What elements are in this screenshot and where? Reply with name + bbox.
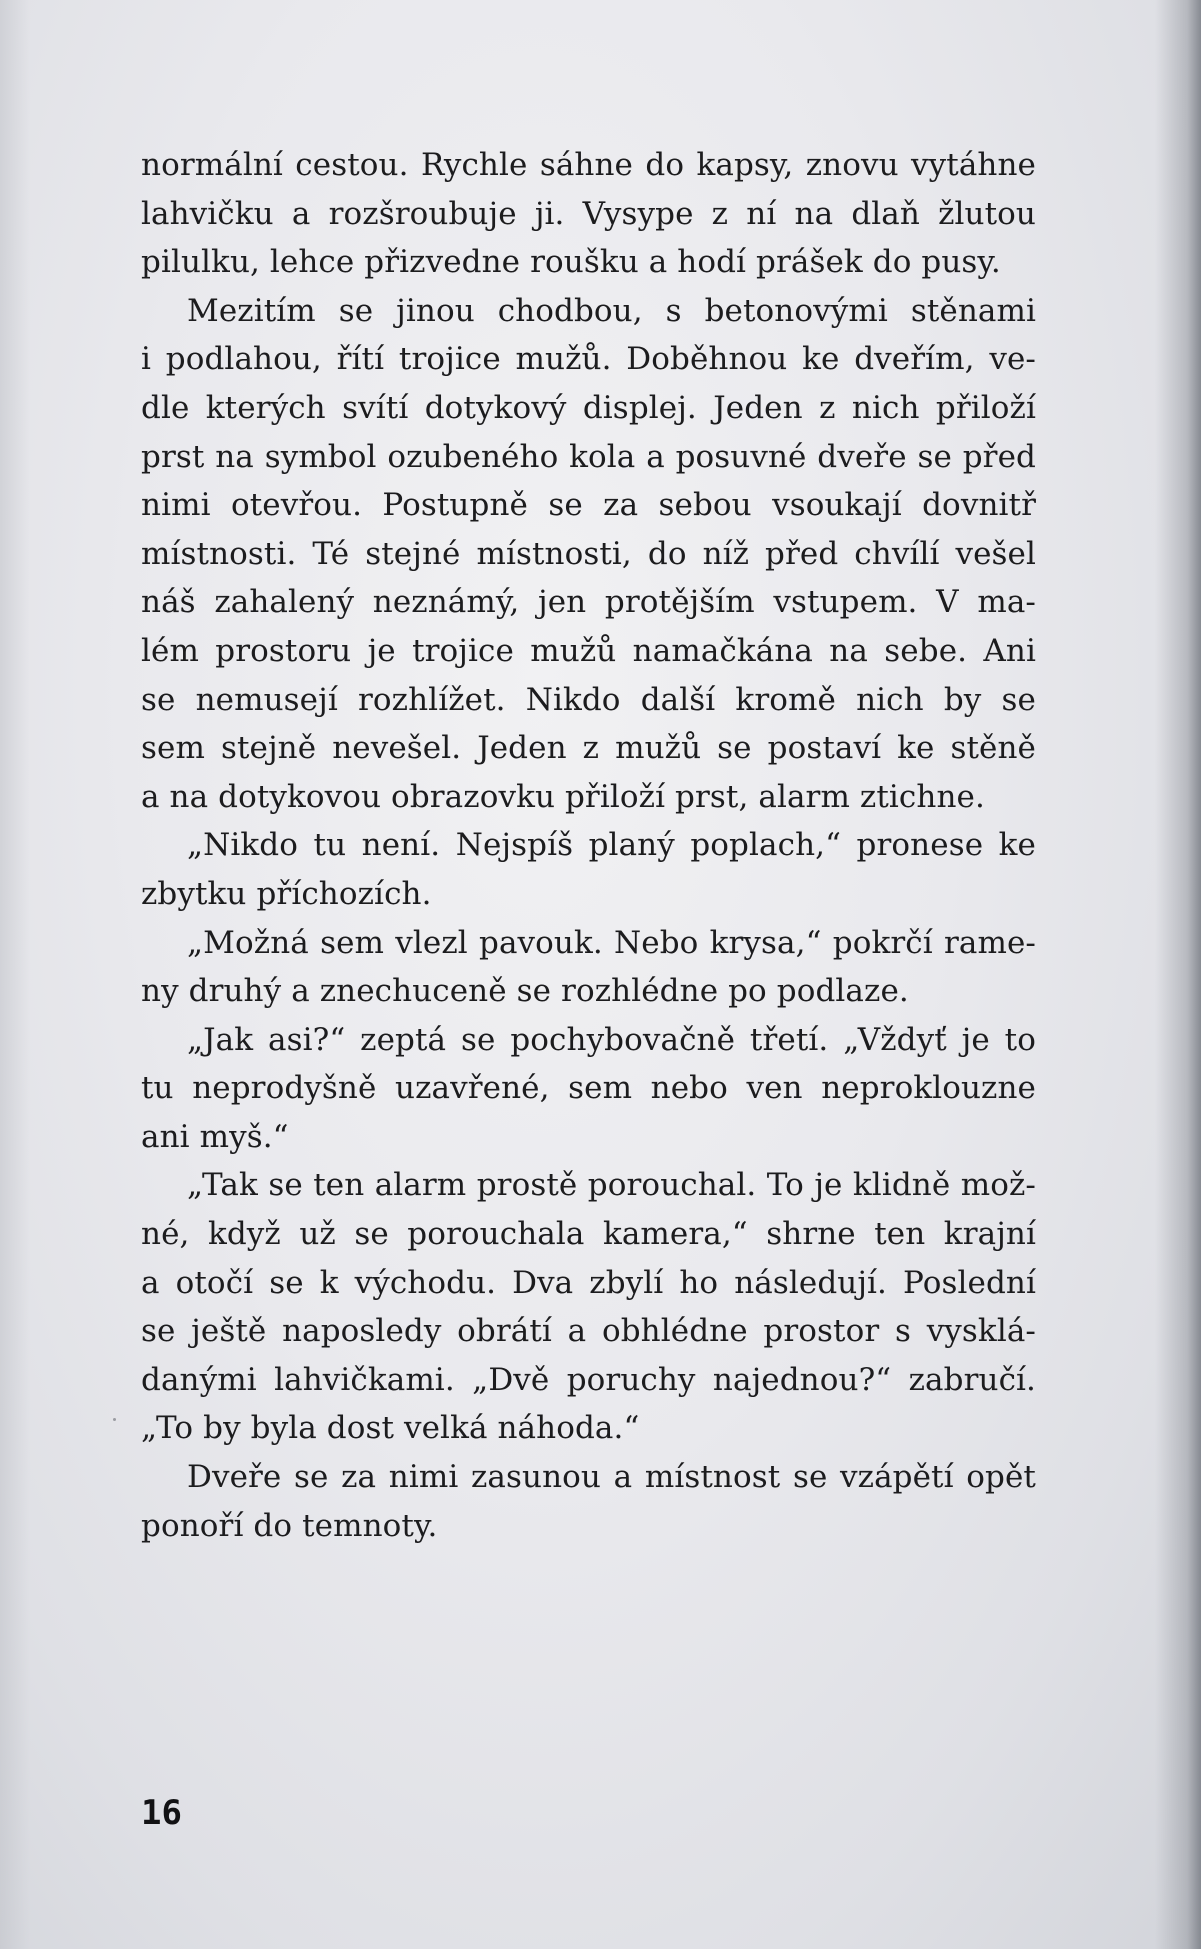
text-line: nimi otevřou. Postupně se za sebou vsoukají dovnitř <box>141 487 1036 524</box>
text-line: sem stejně nevešel. Jeden z mužů se postaví ke stěně <box>141 730 1036 767</box>
text-line: „Jak asi?“ zeptá se pochybovačně třetí. „Vždyť je to <box>187 1021 1036 1058</box>
text-line: dle kterých svítí dotykový displej. Jeden z nich přiloží <box>141 389 1036 426</box>
page-left-shadow <box>0 0 30 1949</box>
text-line: prst na symbol ozubeného kola a posuvné dveře se před <box>141 438 1036 475</box>
text-line: né, když už se porouchala kamera,“ shrne ten krajní <box>141 1216 1036 1253</box>
text-line: náš zahalený neznámý, jen protějším vstupem. V ma- <box>141 584 1036 621</box>
text-line: zbytku příchozích. <box>141 875 432 912</box>
page-right-shadow <box>1155 0 1201 1949</box>
text-line: „Tak se ten alarm prostě porouchal. To je klidně mož- <box>187 1167 1036 1204</box>
text-line: a na dotykovou obrazovku přiloží prst, alarm ztichne. <box>141 778 985 815</box>
text-line: „Nikdo tu není. Nejspíš planý poplach,“ pronese ke <box>187 827 1036 864</box>
text-line: se nemusejí rozhlížet. Nikdo další kromě nich by se <box>141 681 1036 718</box>
page-number: 16 <box>141 1793 182 1833</box>
text-line: tu neprodyšně uzavřené, sem nebo ven neproklouzne <box>141 1070 1036 1107</box>
text-line: se ještě naposledy obrátí a obhlédne prostor s vysklá- <box>141 1313 1036 1350</box>
text-line: a otočí se k východu. Dva zbylí ho následují. Poslední <box>141 1264 1036 1301</box>
text-line: danými lahvičkami. „Dvě poruchy najednou?“ zabručí. <box>141 1361 1036 1398</box>
text-line: pilulku, lehce přizvedne roušku a hodí prášek do pusy. <box>141 244 1001 281</box>
text-line: Dveře se za nimi zasunou a místnost se vzápětí opět <box>187 1459 1036 1496</box>
text-line: místnosti. Té stejné místnosti, do níž před chvílí vešel <box>141 535 1036 572</box>
text-line: i podlahou, řítí trojice mužů. Doběhnou ke dveřím, ve- <box>141 341 1036 378</box>
text-line: Mezitím se jinou chodbou, s betonovými stěnami <box>187 292 1036 329</box>
text-line: lahvičku a rozšroubuje ji. Vysype z ní na dlaň žlutou <box>141 195 1036 232</box>
text-line: ani myš.“ <box>141 1118 289 1155</box>
body-text <box>141 141 1036 1550</box>
text-line: lém prostoru je trojice mužů namačkána na sebe. Ani <box>141 632 1036 669</box>
paper-speck <box>113 1418 116 1421</box>
text-line: normální cestou. Rychle sáhne do kapsy, znovu vytáhne <box>141 147 1036 183</box>
text-line: „Možná sem vlezl pavouk. Nebo krysa,“ pokrčí rame- <box>187 924 1036 961</box>
text-line: „To by byla dost velká náhoda.“ <box>141 1410 640 1447</box>
text-line: ponoří do temnoty. <box>141 1507 438 1544</box>
text-line: ny druhý a znechuceně se rozhlédne po podlaze. <box>141 973 909 1010</box>
